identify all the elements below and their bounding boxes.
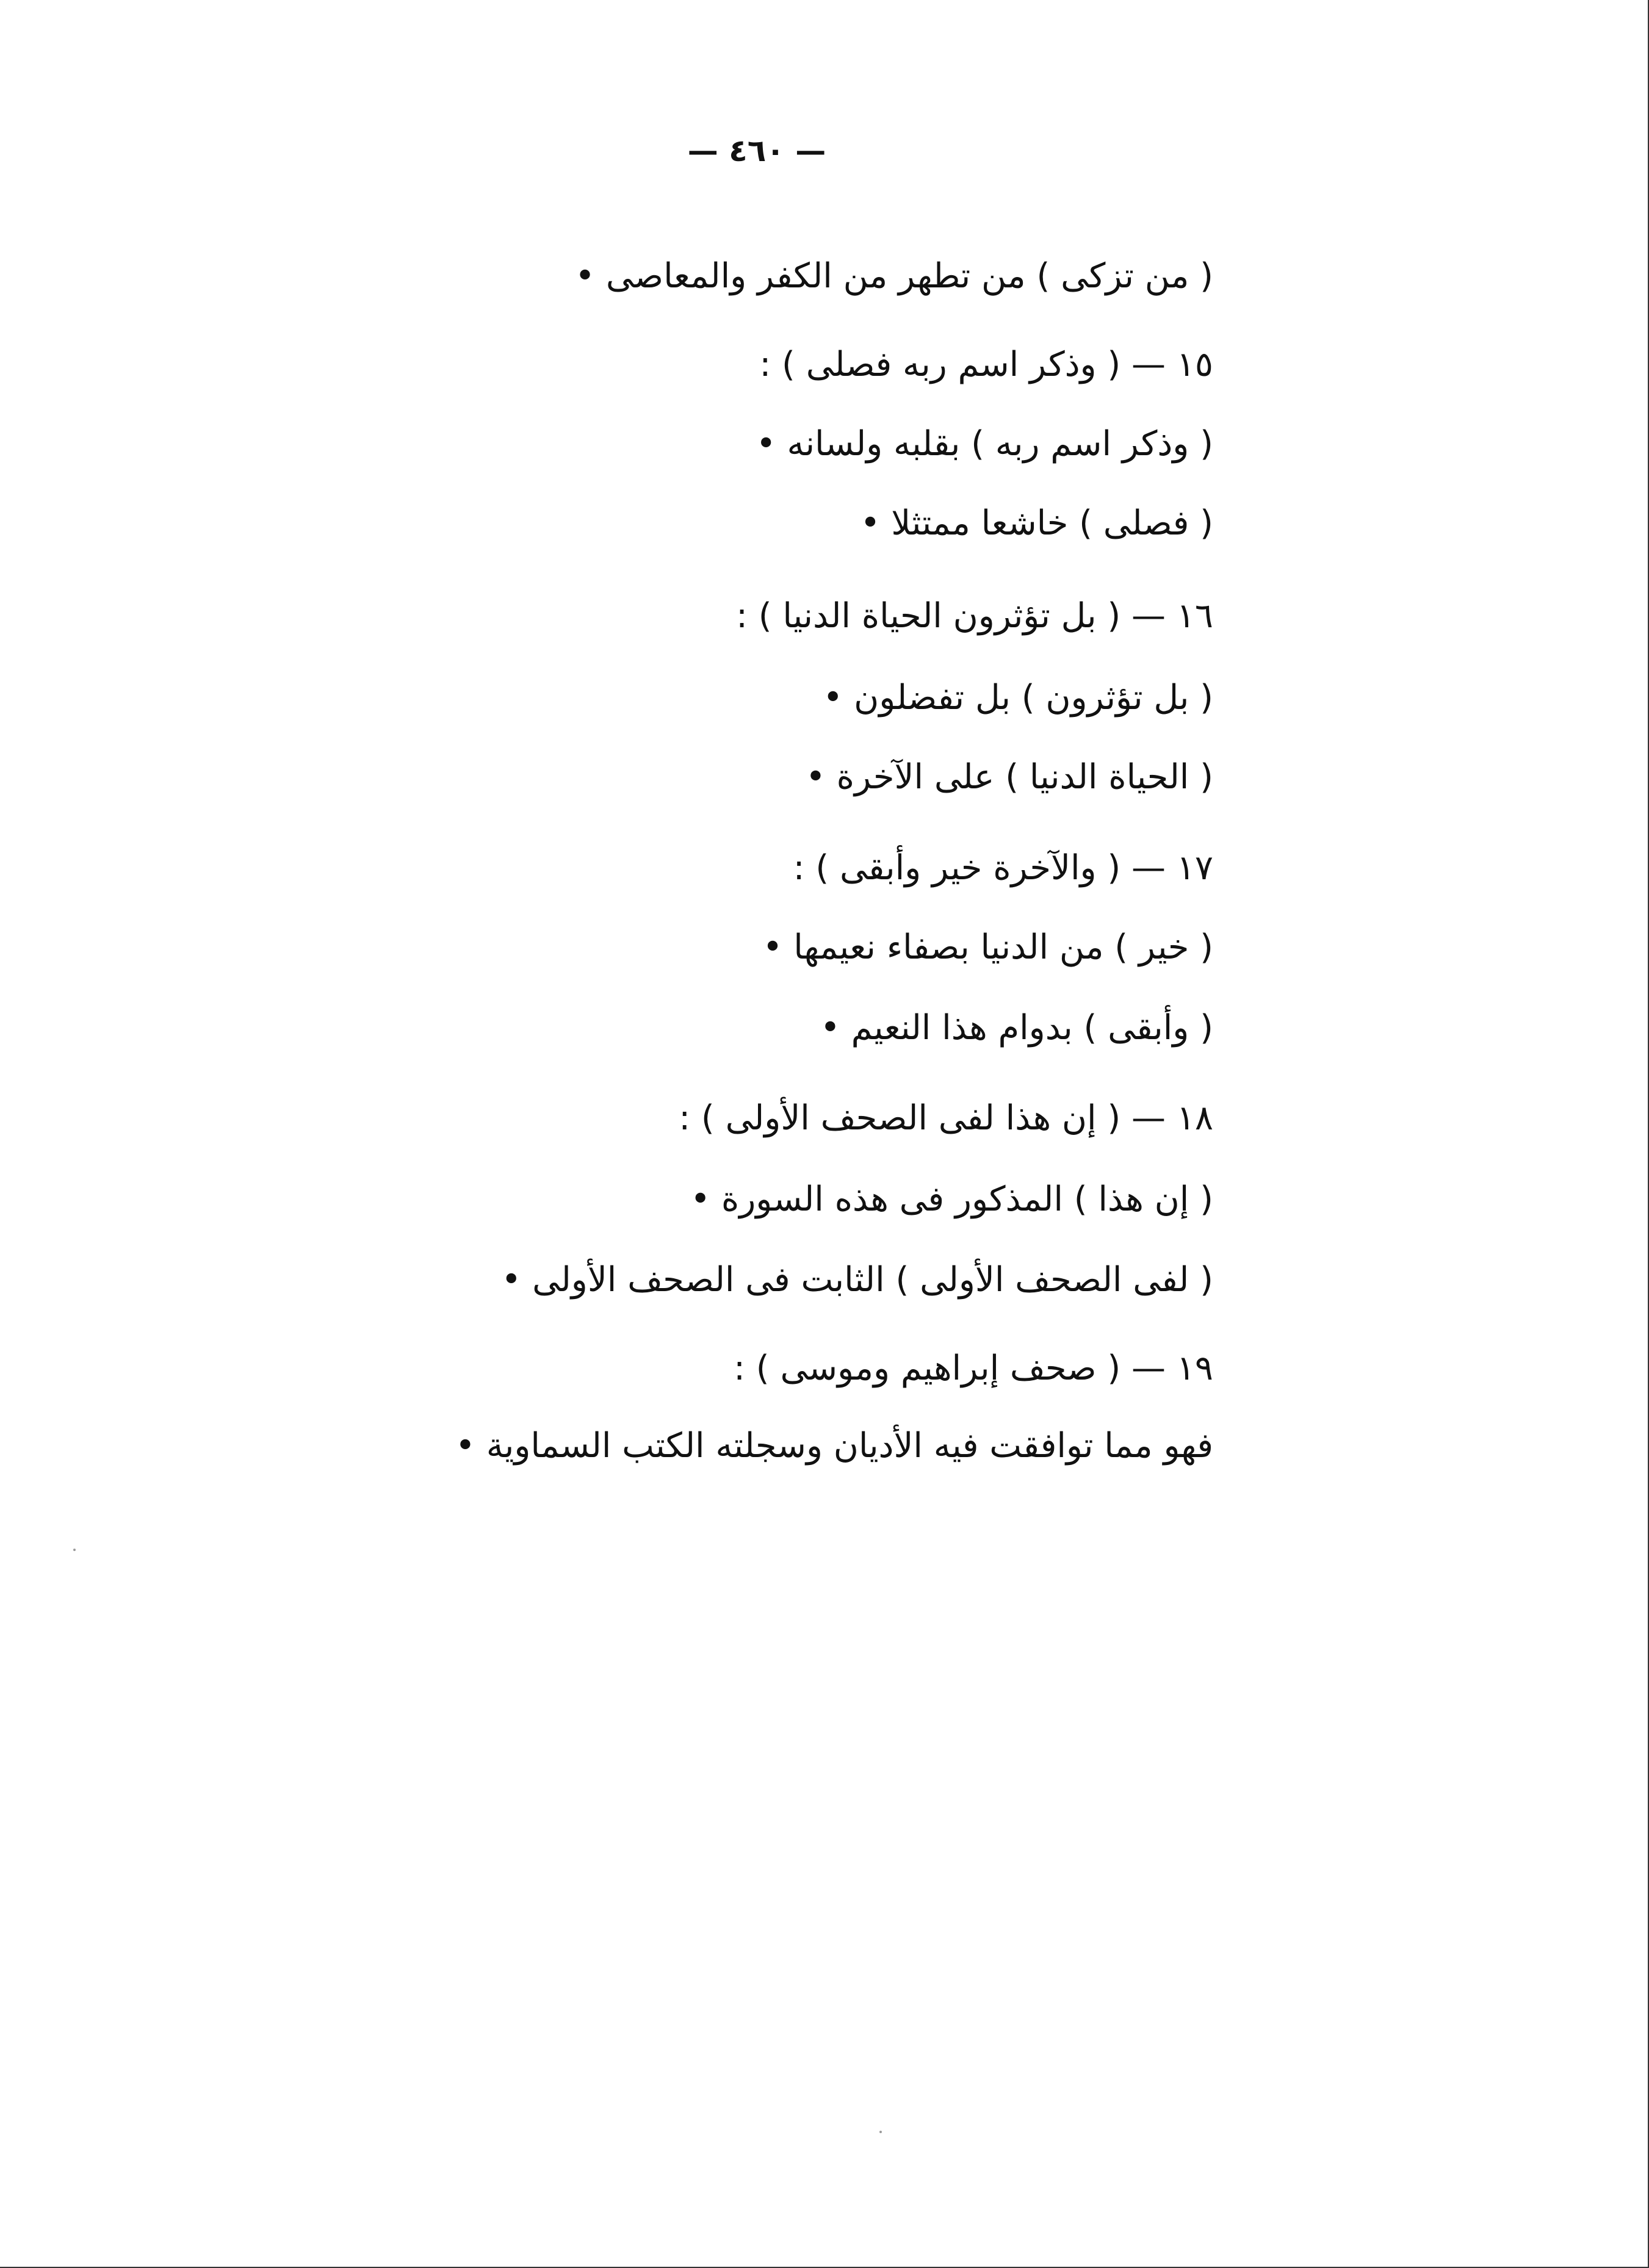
verse-heading: ١٩ — ( صحف إبراهيم وموسى ) : [734,1348,1213,1388]
text-line: ( وأبقى ) بدوام هذا النعيم • [820,1008,1213,1048]
scan-speck [879,2131,882,2133]
text-line: ( لفى الصحف الأولى ) الثابت فى الصحف الأولى • [501,1260,1213,1300]
text-line: ( خير ) من الدنيا بصفاء نعيمها • [762,927,1213,967]
verse-heading: ١٧ — ( والآخرة خير وأبقى ) : [793,848,1213,888]
text-line: ( فصلى ) خاشعا ممتثلا • [860,503,1213,543]
text-line: ( وذكر اسم ربه ) بقلبه ولسانه • [756,424,1213,464]
text-line: ( الحياة الدنيا ) على الآخرة • [805,757,1213,797]
text-line: ( إن هذا ) المذكور فى هذه السورة • [690,1179,1213,1219]
page-number: — ٤٦٠ — [687,133,826,168]
scan-speck [73,1549,76,1551]
verse-heading: ١٦ — ( بل تؤثرون الحياة الدنيا ) : [736,596,1213,636]
verse-heading: ١٨ — ( إن هذا لفى الصحف الأولى ) : [679,1098,1213,1138]
text-line: ( من تزكى ) من تطهر من الكفر والمعاصى • [575,256,1213,296]
text-line: ( بل تؤثرون ) بل تفضلون • [823,678,1213,718]
verse-heading: ١٥ — ( وذكر اسم ربه فصلى ) : [759,345,1213,384]
text-line: فهو مما توافقت فيه الأديان وسجلته الكتب السماوية • [455,1426,1213,1466]
